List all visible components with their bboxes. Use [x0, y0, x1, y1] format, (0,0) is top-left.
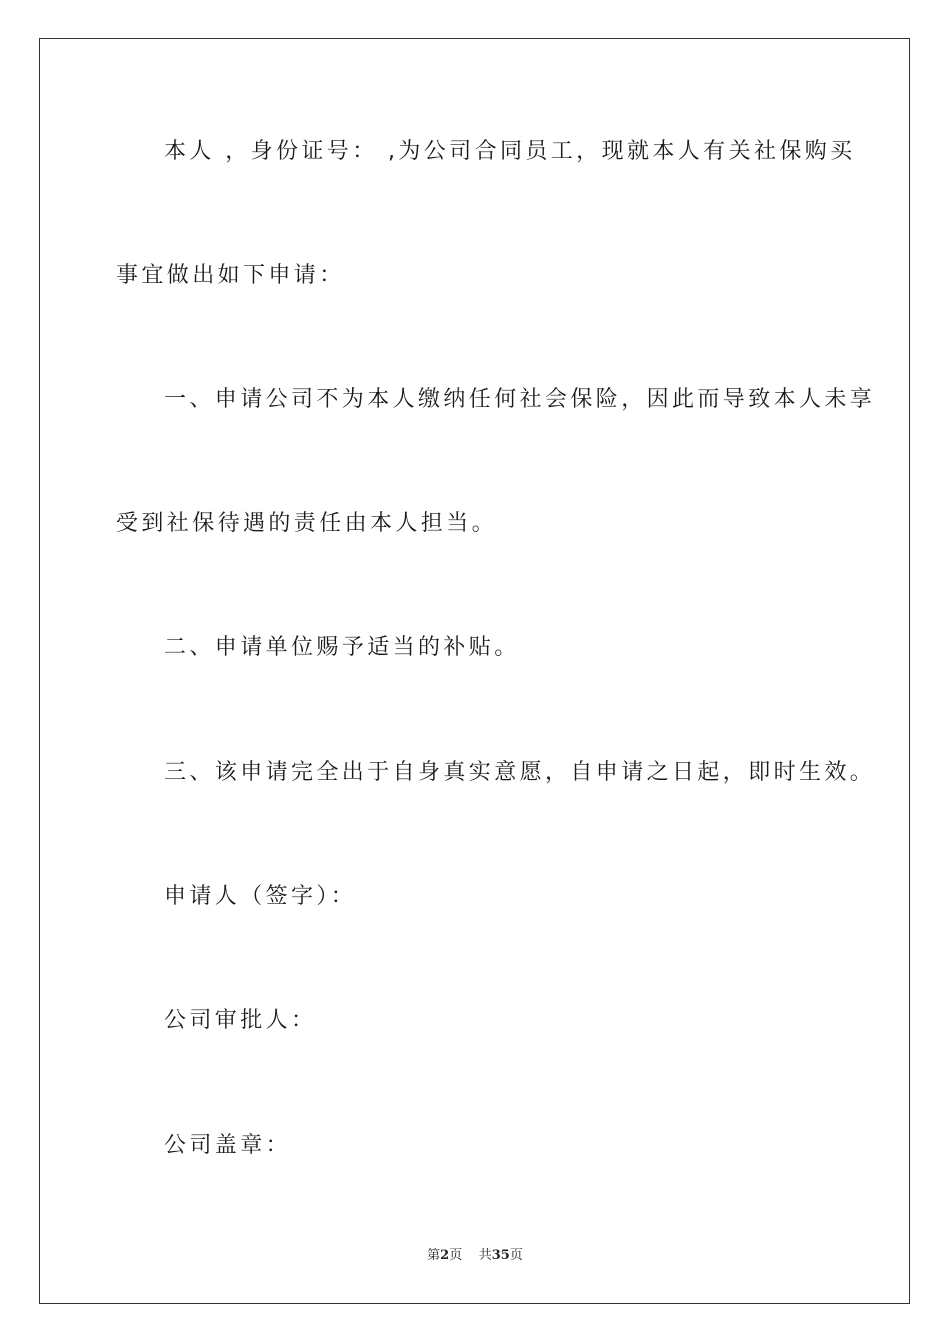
- paragraph-intro-line-1: 本人 ，身份证号： ,为公司合同员工，现就本人有关社保购买: [164, 139, 856, 164]
- page-frame: [39, 38, 910, 1304]
- paragraph-item-1-line-2: 受到社保待遇的责任由本人担当。: [116, 511, 498, 536]
- paragraph-item-3: 三、该申请完全出于自身真实意愿，自申请之日起，即时生效。: [164, 760, 876, 785]
- applicant-signature-label: 申请人（签字）：: [164, 884, 357, 909]
- footer-total-prefix: 共: [478, 1248, 492, 1263]
- page-footer: [0, 1247, 950, 1265]
- footer-total-suffix: 页: [509, 1248, 523, 1263]
- footer-page-number: 2: [440, 1248, 450, 1263]
- paragraph-intro-line-2: 事宜做出如下申请：: [116, 263, 345, 288]
- footer-page-suffix: 页: [449, 1248, 463, 1263]
- company-seal-label: 公司盖章：: [164, 1133, 292, 1158]
- paragraph-item-1-line-1: 一、申请公司不为本人缴纳任何社会保险，因此而导致本人未享: [164, 387, 876, 412]
- paragraph-item-2: 二、申请单位赐予适当的补贴。: [164, 635, 520, 660]
- footer-total-pages: 35: [491, 1248, 510, 1263]
- footer-page-prefix: 第: [427, 1248, 441, 1263]
- company-approver-label: 公司审批人：: [164, 1008, 317, 1033]
